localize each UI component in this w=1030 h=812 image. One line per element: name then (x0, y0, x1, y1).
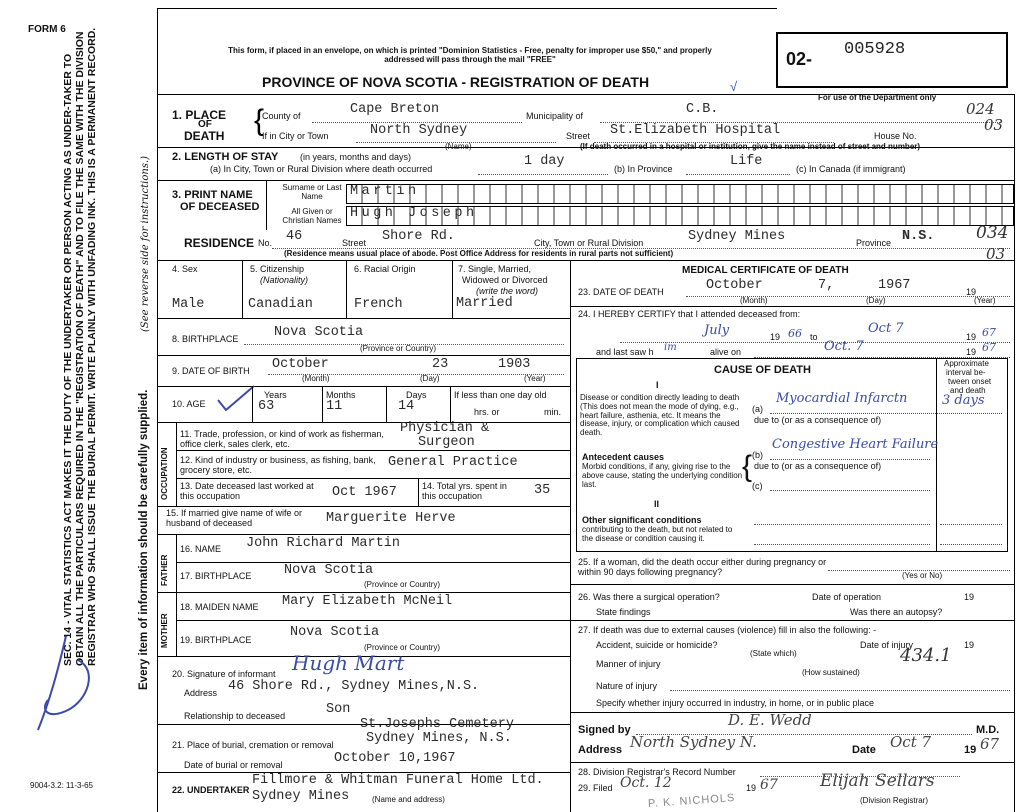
dob-month: October (272, 357, 329, 372)
father-side-line (176, 534, 177, 592)
relationship-value: Son (326, 702, 351, 717)
age-days-value: 14 (398, 399, 415, 414)
res-no-value: 46 (286, 229, 303, 244)
given-value: Hugh Joseph (350, 206, 478, 221)
undertaker-name: Fillmore & Whitman Funeral Home Ltd. (252, 773, 544, 788)
city-value: North Sydney (370, 123, 468, 138)
cause-c-label: (c) (752, 481, 763, 491)
occ-11-value-1: Physician & (400, 421, 490, 436)
marital-value: Married (456, 296, 513, 311)
signed-by-label: Signed by (578, 724, 631, 736)
place-brace: { (254, 104, 265, 137)
roman-1: I (656, 380, 659, 390)
medical-title: MEDICAL CERTIFICATE OF DEATH (682, 265, 849, 276)
line-24 (570, 306, 1015, 307)
mid-divider (570, 260, 571, 812)
q27-sustained: (How sustained) (802, 668, 860, 677)
spouse-value: Marguerite Herve (326, 511, 456, 526)
check-mark: √ (730, 79, 738, 94)
given-label: All Given or Christian Names (282, 207, 342, 225)
top-border (157, 8, 777, 9)
dod-year: 1967 (878, 278, 911, 293)
residence-label: RESIDENCE (184, 236, 255, 250)
father-bp-sub: (Province or Country) (364, 580, 441, 589)
attended-line (620, 342, 1010, 343)
line-15 (157, 506, 570, 507)
form-code: 9004-3.2: 11-3-65 (30, 781, 94, 790)
q27-specify: Specify whether injury occurred in industry, in home, or in public place (596, 698, 874, 708)
sign-century: 19 (964, 744, 977, 756)
undertaker-label: 22. UNDERTAKER (172, 785, 250, 795)
father-bp-label: 17. BIRTHPLACE (180, 571, 252, 581)
age-div-2 (322, 386, 323, 422)
burial-label: 21. Place of burial, cremation or removal (172, 740, 334, 750)
last-saw-him: im (664, 342, 677, 353)
res-street-value: Shore Rd. (382, 229, 455, 244)
antecedent-sub: Morbid conditions, if any, giving rise to the above cause, stating the underlying condition last. (582, 462, 743, 489)
res-city-label: City, Town or Rural Division (534, 238, 644, 248)
statute-notice: SEC. 14 - VITAL STATISTICS ACT MAKES IT THE DUTY OF THE UNDERTAKER OR PERSON ACTING AS UNDER-TAKER TO OBTAIN ALL THE PARTICULARS REQUIRED IN THE "REGISTRATION OF DEATH" AND TO FILE THE SAME WITH THE DIVISION REGISTRAR WHO SHALL ISSUE THE BURIAL PERMIT. WRITE PLAINLY WITH UNFADING INK. THIS IS A PERMANENT RECORD. (62, 27, 99, 666)
dept-code-2: 03 (984, 116, 1004, 134)
line-16 (157, 534, 570, 535)
col-div-4 (242, 260, 243, 318)
mother-side-line (176, 592, 177, 656)
attended-from-year: 66 (788, 327, 802, 340)
line-13 (176, 478, 570, 479)
cause-title: CAUSE OF DEATH (714, 364, 811, 376)
antecedent-label: Antecedent causes (582, 452, 665, 462)
institution-note: (If death occurred in a hospital or institution, give the name instead of street and number) (580, 142, 921, 151)
surname-label: Surname or Last Name (282, 183, 342, 201)
occ-11-value-2: Surgeon (418, 435, 475, 450)
attended-century-2: 19 (966, 332, 977, 342)
street-value: St.Elizabeth Hospital (610, 123, 781, 138)
dod-century: 19 (966, 287, 977, 297)
spouse-label: 15. If married give name of wife or husband of deceased (166, 508, 303, 528)
attended-to: Oct 7 (868, 321, 904, 336)
dod-year-sub: (Year) (974, 296, 996, 305)
interval-label-4: and death (950, 386, 986, 395)
alive-year: 67 (982, 341, 996, 354)
occ-13-value: Oct 1967 (332, 485, 397, 500)
other-line-2 (754, 544, 930, 545)
occ-12-value: General Practice (388, 455, 518, 470)
age-check-mark (214, 382, 260, 414)
cause-c-line (770, 490, 930, 491)
sign-date-value: Oct 7 (890, 733, 932, 751)
occ-div-14 (418, 478, 419, 506)
municipality-value: C.B. (686, 102, 719, 117)
dob-day-sub: (Day) (420, 374, 440, 383)
res-province-value: N.S. (902, 229, 935, 244)
interval-label-2: interval be- (946, 368, 986, 377)
form-number: FORM 6 (28, 24, 66, 35)
sex-value: Male (172, 297, 205, 312)
antecedent-brace: { (742, 450, 753, 483)
cause-a-interval: 3 days (942, 393, 985, 408)
citizenship-value: Canadian (248, 297, 313, 312)
last-saw-label: and last saw h (596, 347, 654, 357)
q26-findings: State findings (596, 607, 651, 617)
q26-label: 26. Was there a surgical operation? (578, 592, 720, 602)
sign-date-label: Date (852, 744, 876, 756)
occ-13-label: 13. Date deceased last worked at this occupation (180, 481, 314, 501)
cause-a-value: Myocardial Infarctn (776, 391, 908, 406)
other-int-line-1 (940, 524, 1002, 525)
md-label: M.D. (976, 724, 1000, 736)
age-min: min. (544, 407, 562, 417)
cause-a-label: (a) (752, 404, 763, 414)
interval-label-1: Approximate (944, 359, 989, 368)
mother-maiden-label: 18. MAIDEN NAME (180, 602, 259, 612)
filed-date: Oct. 12 (620, 775, 672, 791)
res-province-label: Province (856, 238, 892, 248)
sign-address-label: Address (578, 744, 623, 756)
to-label: to (810, 332, 818, 342)
q27-century: 19 (964, 640, 975, 650)
filed-century: 19 (746, 783, 757, 793)
left-border (157, 8, 158, 812)
cause-b-value: Congestive Heart Failure (772, 437, 939, 452)
age-days-label: Days (406, 390, 427, 400)
roman-2: II (654, 499, 660, 509)
undertaker-city: Sydney Mines (252, 789, 350, 804)
burial-date-label: Date of burial or removal (184, 760, 283, 770)
res-city-value: Sydney Mines (688, 229, 786, 244)
attended-century-1: 19 (770, 332, 781, 342)
col-div-5 (346, 260, 347, 318)
other-line-1 (754, 524, 930, 525)
line-8 (157, 318, 570, 319)
dob-month-sub: (Month) (302, 374, 330, 383)
age-div-3 (386, 386, 387, 422)
q26-date-label: Date of operation (812, 592, 882, 602)
attended-to-year: 67 (982, 326, 996, 339)
age-months-label: Months (326, 390, 356, 400)
alive-label: alive on (710, 347, 742, 357)
line-26 (570, 584, 1015, 585)
birthplace-label: 8. BIRTHPLACE (172, 334, 239, 344)
place-death-label: DEATH (184, 129, 225, 143)
line-stay (157, 180, 1015, 181)
mother-bp-sub: (Province or Country) (364, 643, 441, 652)
age-div-1 (252, 386, 253, 422)
birthplace-value: Nova Scotia (274, 325, 364, 340)
mother-bp-label: 19. BIRTHPLACE (180, 635, 252, 645)
supplied-notice: Every item of information should be carefully supplied. (138, 389, 150, 690)
res-code: 034 (976, 223, 1009, 243)
line-19 (176, 620, 570, 621)
age-label: 10. AGE (172, 399, 206, 409)
marital-label-2: Widowed or Divorced (462, 275, 548, 285)
q27-manner: Manner of injury (596, 659, 661, 669)
mother-side-label: MOTHER (160, 613, 169, 648)
dod-day-sub: (Day) (866, 296, 886, 305)
occ-14-value: 35 (534, 483, 551, 498)
line-9 (157, 355, 570, 356)
age-years-label: Years (264, 390, 287, 400)
surname-value: Martin (350, 184, 420, 199)
certify-label: 24. I HEREBY CERTIFY that I attended deceased from: (578, 309, 801, 319)
origin-value: French (354, 297, 403, 312)
dod-label: 23. DATE OF DEATH (578, 287, 664, 297)
age-div-4 (450, 386, 451, 422)
other-int-line-2 (940, 544, 1002, 545)
registration-number-box (776, 32, 1008, 88)
sex-label: 4. Sex (172, 264, 198, 274)
line-18 (157, 592, 570, 593)
attended-from: July (704, 323, 730, 338)
q26-century: 19 (964, 592, 975, 602)
reg-number: 005928 (844, 40, 906, 59)
q25-sub: (Yes or No) (902, 571, 943, 580)
mother-bp-value: Nova Scotia (290, 625, 380, 640)
line-27 (570, 620, 1015, 621)
place-of-label: OF (198, 119, 212, 130)
stay-a-label: (a) In City, Town or Rural Division where death occurred (210, 164, 433, 174)
print-name-label: 3. PRINT NAME (172, 189, 253, 201)
dod-day: 7, (818, 278, 835, 293)
burial-date-value: October 10,1967 (334, 751, 456, 766)
interval-label-3: tween onset (948, 377, 992, 386)
age-years-value: 63 (258, 399, 275, 414)
form-title: PROVINCE OF NOVA SCOTIA - REGISTRATION OF DEATH (262, 74, 650, 90)
other-sub: contributing to the death, but not related to the disease or condition causing it. (582, 525, 733, 543)
dob-label: 9. DATE OF BIRTH (172, 366, 250, 376)
q25-label: 25. If a woman, did the death occur either during pregnancy or within 90 days following pregnancy? (578, 557, 827, 577)
res-street-label: Street (342, 238, 367, 248)
age-less-label: If less than one day old (454, 390, 547, 400)
registrar-signature: Elijah Sellars (820, 771, 935, 791)
q26-autopsy: Was there an autopsy? (850, 607, 943, 617)
q28-label: 28. Division Registrar's Record Number (578, 767, 736, 777)
age-hrs: hrs. or (474, 407, 500, 417)
res-no-label: No. (258, 238, 273, 248)
stay-sub: (in years, months and days) (300, 152, 412, 162)
house-label: House No. (874, 131, 917, 141)
sign-year: 67 (980, 735, 1000, 753)
father-side-label: FATHER (160, 554, 169, 586)
stay-b-value: Life (730, 154, 763, 169)
line-11 (157, 422, 570, 423)
stay-b-line (686, 174, 790, 175)
municipality-label: Municipality of (526, 111, 584, 121)
physician-signature: D. E. Wedd (728, 711, 812, 729)
stay-b-label: (b) In Province (614, 164, 673, 174)
occupation-side-label: OCCUPATION (160, 447, 169, 500)
occ-12-label: 12. Kind of industry or business, as fishing, bank, grocery store, etc. (180, 455, 376, 475)
undertaker-sub: (Name and address) (372, 795, 445, 804)
dept-use-label: For use of the Department only (818, 93, 937, 102)
direct-cause-label: Disease or condition directly leading to death (This does not mean the mode of dying, e.g., heart failure, asthenia, etc. It means the disease, injury, or complication which caused death. (580, 393, 740, 438)
citizenship-sub: (Nationality) (260, 275, 309, 285)
name-divider (266, 180, 267, 230)
q27-accident: Accident, suicide or homicide? (596, 640, 718, 650)
informant-address-label: Address (184, 688, 218, 698)
origin-label: 6. Racial Origin (354, 264, 416, 274)
cause-a-line (770, 413, 1002, 414)
reverse-notice: (See reverse side for instructions.) (140, 155, 151, 332)
alive-on: Oct. 7 (824, 339, 864, 354)
dod-month: October (706, 278, 763, 293)
informant-address-value: 46 Shore Rd., Sydney Mines,N.S. (228, 679, 480, 694)
dod-line (686, 296, 1010, 297)
other-label: Other significant conditions (582, 515, 702, 525)
cause-b-label: (b) (752, 450, 763, 460)
county-label: County of (262, 111, 301, 121)
q27-code: 434.1 (900, 645, 952, 666)
q27-date-injury: Date of injury (860, 640, 914, 650)
name-sub: (Name) (445, 142, 472, 151)
interval-divider (936, 358, 937, 552)
q27-nature: Nature of injury (596, 681, 658, 691)
q27-nature-line (670, 690, 1010, 691)
stay-label: 2. LENGTH OF STAY (172, 151, 279, 163)
residence-note: (Residence means usual place of abode. Post Office Address for residents in rural parts not sufficient) (284, 249, 674, 258)
col-div-6 (452, 260, 453, 318)
citizenship-label: 5. Citizenship (250, 264, 305, 274)
line-17 (176, 562, 570, 563)
cause-b-line (770, 459, 930, 460)
q29-label: 29. Filed (578, 783, 613, 793)
street-label: Street (566, 131, 591, 141)
due-to-1: due to (or as a consequence of) (754, 415, 882, 425)
birthplace-sub: (Province or Country) (360, 344, 437, 353)
registrar-stamp: P. K. NICHOLS (647, 791, 736, 811)
city-label: If in City or Town (262, 131, 329, 141)
marital-label-1: 7. Single, Married, (458, 264, 532, 274)
sign-address-value: North Sydney N. (630, 733, 757, 751)
occ-14-label: 14. Total yrs. spent in this occupation (422, 481, 507, 501)
alive-century: 19 (966, 347, 977, 357)
burial-place-2: Sydney Mines, N.S. (366, 731, 512, 746)
line-28 (570, 762, 1015, 763)
county-value: Cape Breton (350, 102, 440, 117)
father-bp-value: Nova Scotia (284, 563, 374, 578)
dob-year: 1903 (498, 357, 531, 372)
stay-c-label: (c) In Canada (if immigrant) (796, 164, 906, 174)
q27-label: 27. If death was due to external causes (violence) fill in also the following: - (578, 625, 877, 635)
line-residence (157, 260, 1015, 261)
dod-month-sub: (Month) (740, 296, 768, 305)
filed-year: 67 (760, 777, 778, 793)
dob-day: 23 (432, 357, 449, 372)
age-months-value: 11 (326, 399, 343, 414)
mother-maiden-value: Mary Elizabeth McNeil (282, 594, 453, 609)
reg-prefix: 02- (786, 49, 813, 69)
informant-signature: Hugh Mart (292, 651, 405, 675)
dob-year-sub: (Year) (524, 374, 546, 383)
stay-a-line (478, 174, 608, 175)
father-name-value: John Richard Martin (246, 536, 400, 551)
place-label: 1. PLACE (172, 108, 227, 122)
marital-sub: (write the word) (476, 286, 539, 296)
envelope-note: This form, if placed in an envelope, on which is printed "Dominion Statistics - Free, penalty for improper use $50," and properly addressed will pass through the mail "FREE" (228, 46, 712, 64)
res-code-2: 03 (986, 245, 1006, 263)
line-12 (176, 450, 570, 451)
occ-11-label: 11. Trade, profession, or kind of work as fisherman, office clerk, sales clerk, etc. (180, 429, 384, 449)
registrar-sub: (Division Registrar) (860, 796, 929, 805)
burial-place-1: St.Josephs Cemetery (360, 717, 514, 732)
occupation-side-line (176, 422, 177, 506)
informant-label: 20. Signature of informant (172, 669, 276, 679)
stay-a-value: 1 day (524, 154, 565, 169)
dept-code-1: 024 (966, 100, 995, 118)
right-border (1014, 94, 1015, 812)
q27-state: (State which) (750, 649, 797, 658)
father-name-label: 16. NAME (180, 544, 222, 554)
margin-scribble-signature (28, 630, 108, 742)
due-to-2: due to (or as a consequence of) (754, 461, 882, 471)
relationship-label: Relationship to deceased (184, 711, 286, 721)
of-deceased-label: OF DECEASED (180, 201, 260, 213)
